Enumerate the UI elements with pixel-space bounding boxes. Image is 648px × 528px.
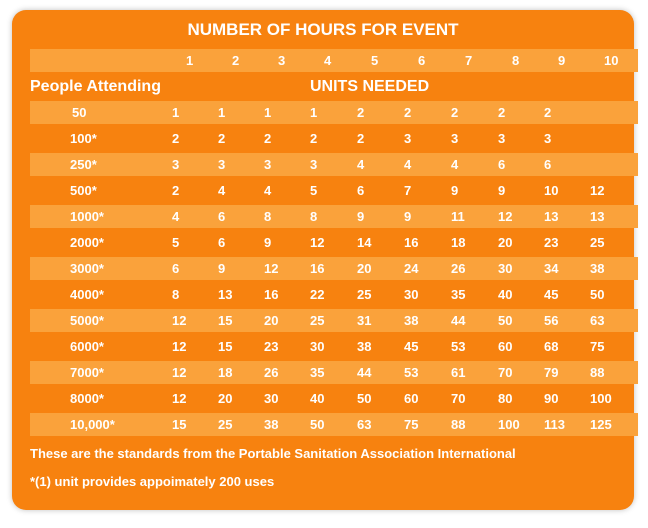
units-cell: 20 (264, 313, 279, 328)
table-row (30, 205, 638, 228)
hour-header-3: 3 (278, 53, 286, 68)
hour-header-1: 1 (186, 53, 194, 68)
units-cell: 50 (590, 287, 605, 302)
units-cell: 88 (451, 417, 466, 432)
units-cell: 15 (218, 313, 233, 328)
hour-header-5: 5 (371, 53, 379, 68)
units-cell: 2 (404, 105, 412, 120)
hour-header-8: 8 (512, 53, 520, 68)
units-cell: 13 (544, 209, 559, 224)
units-cell: 14 (357, 235, 372, 250)
units-cell: 4 (172, 209, 180, 224)
units-cell: 2 (172, 183, 180, 198)
units-cell: 35 (451, 287, 466, 302)
units-cell: 60 (404, 391, 419, 406)
units-cell: 15 (172, 417, 187, 432)
table-row (30, 231, 638, 254)
hour-header-4: 4 (324, 53, 332, 68)
table-title: NUMBER OF HOURS FOR EVENT (187, 20, 459, 39)
table-row (30, 257, 638, 280)
units-cell: 5 (310, 183, 318, 198)
hour-header-7: 7 (465, 53, 473, 68)
units-cell: 1 (264, 105, 272, 120)
table-row (30, 153, 638, 176)
units-cell: 2 (357, 131, 365, 146)
units-cell: 13 (218, 287, 233, 302)
units-cell: 35 (310, 365, 325, 380)
units-cell: 3 (310, 157, 318, 172)
units-cell: 4 (451, 157, 459, 172)
units-cell: 30 (498, 261, 513, 276)
units-cell: 75 (590, 339, 605, 354)
units-cell: 25 (310, 313, 325, 328)
units-cell: 18 (451, 235, 466, 250)
units-cell: 53 (404, 365, 419, 380)
units-cell: 61 (451, 365, 466, 380)
units-cell: 44 (451, 313, 466, 328)
people-attending-cell: 500* (70, 183, 97, 198)
units-cell: 50 (310, 417, 325, 432)
units-cell: 90 (544, 391, 559, 406)
units-cell: 2 (310, 131, 318, 146)
units-cell: 63 (357, 417, 372, 432)
units-cell: 20 (498, 235, 513, 250)
units-cell: 3 (264, 157, 272, 172)
units-cell: 10 (544, 183, 559, 198)
units-cell: 125 (590, 417, 612, 432)
units-cell: 9 (498, 183, 506, 198)
units-cell: 100 (498, 417, 520, 432)
units-cell: 40 (310, 391, 325, 406)
people-attending-cell: 100* (70, 131, 97, 146)
units-cell: 2 (498, 105, 506, 120)
units-cell: 2 (357, 105, 365, 120)
units-cell: 30 (404, 287, 419, 302)
hour-header-9: 9 (558, 53, 566, 68)
people-attending-cell: 10,000* (70, 417, 115, 432)
units-cell: 34 (544, 261, 559, 276)
units-cell: 79 (544, 365, 559, 380)
units-cell: 6 (498, 157, 506, 172)
units-cell: 63 (590, 313, 605, 328)
sanitation-table-card (12, 10, 634, 510)
units-cell: 68 (544, 339, 559, 354)
units-cell: 8 (264, 209, 272, 224)
units-cell: 12 (264, 261, 279, 276)
units-cell: 12 (590, 183, 605, 198)
units-cell: 30 (310, 339, 325, 354)
hour-header-2: 2 (232, 53, 240, 68)
units-cell: 25 (218, 417, 233, 432)
units-cell: 40 (498, 287, 513, 302)
units-cell: 18 (218, 365, 233, 380)
units-cell: 6 (218, 235, 226, 250)
units-cell: 100 (590, 391, 612, 406)
units-cell: 13 (590, 209, 605, 224)
units-cell: 31 (357, 313, 372, 328)
people-attending-cell: 2000* (70, 235, 104, 250)
units-cell: 53 (451, 339, 466, 354)
units-cell: 113 (544, 417, 565, 432)
table-row (30, 413, 638, 436)
units-cell: 26 (264, 365, 279, 380)
units-cell: 9 (264, 235, 272, 250)
units-cell: 88 (590, 365, 605, 380)
units-cell: 1 (172, 105, 180, 120)
people-attending-cell: 6000* (70, 339, 104, 354)
people-attending-cell: 4000* (70, 287, 104, 302)
units-cell: 12 (172, 391, 187, 406)
units-cell: 9 (404, 209, 412, 224)
people-attending-cell: 50 (72, 105, 87, 120)
units-cell: 3 (404, 131, 412, 146)
units-cell: 3 (451, 131, 459, 146)
units-cell: 6 (218, 209, 226, 224)
units-cell: 80 (498, 391, 513, 406)
units-cell: 4 (357, 157, 365, 172)
units-cell: 25 (357, 287, 372, 302)
people-attending-cell: 3000* (70, 261, 104, 276)
units-cell: 26 (451, 261, 466, 276)
units-cell: 20 (357, 261, 372, 276)
people-attending-label: People Attending (30, 78, 161, 95)
units-cell: 38 (404, 313, 419, 328)
units-cell: 2 (218, 131, 226, 146)
units-cell: 50 (498, 313, 513, 328)
people-attending-cell: 8000* (70, 391, 104, 406)
units-cell: 4 (404, 157, 412, 172)
table-row (30, 361, 638, 384)
units-cell: 75 (404, 417, 419, 432)
hour-header-6: 6 (418, 53, 426, 68)
units-cell: 38 (357, 339, 372, 354)
units-cell: 2 (451, 105, 459, 120)
units-cell: 3 (218, 157, 226, 172)
units-cell: 15 (218, 339, 233, 354)
units-cell: 4 (264, 183, 272, 198)
hour-header-10: 10 (604, 53, 619, 68)
people-attending-cell: 1000* (70, 209, 104, 224)
people-attending-cell: 250* (70, 157, 97, 172)
table-row (30, 101, 638, 124)
units-cell: 12 (172, 365, 187, 380)
units-cell: 60 (498, 339, 513, 354)
units-cell: 16 (404, 235, 419, 250)
units-cell: 56 (544, 313, 559, 328)
hours-header-row (30, 49, 638, 72)
units-cell: 7 (404, 183, 412, 198)
people-attending-cell: 5000* (70, 313, 104, 328)
table-row (30, 335, 638, 358)
table-row (30, 283, 638, 306)
units-cell: 44 (357, 365, 372, 380)
units-cell: 1 (310, 105, 318, 120)
footer-standards-note: These are the standards from the Portable Sanitation Association International (30, 446, 516, 461)
units-cell: 45 (404, 339, 419, 354)
units-cell: 50 (357, 391, 372, 406)
units-cell: 22 (310, 287, 325, 302)
units-cell: 2 (172, 131, 180, 146)
units-needed-label: UNITS NEEDED (310, 78, 430, 95)
units-cell: 2 (264, 131, 272, 146)
units-cell: 20 (218, 391, 233, 406)
units-cell: 9 (451, 183, 459, 198)
units-cell: 3 (172, 157, 180, 172)
units-cell: 8 (172, 287, 180, 302)
units-cell: 12 (172, 339, 187, 354)
units-cell: 16 (264, 287, 279, 302)
units-cell: 25 (590, 235, 605, 250)
units-cell: 2 (544, 105, 552, 120)
units-cell: 6 (172, 261, 180, 276)
units-cell: 8 (310, 209, 318, 224)
units-cell: 1 (218, 105, 226, 120)
units-cell: 38 (590, 261, 605, 276)
table-row (30, 309, 638, 332)
units-cell: 24 (404, 261, 419, 276)
units-cell: 70 (498, 365, 513, 380)
units-cell: 11 (451, 209, 465, 224)
units-cell: 70 (451, 391, 466, 406)
units-cell: 6 (357, 183, 365, 198)
units-cell: 3 (498, 131, 506, 146)
units-cell: 6 (544, 157, 552, 172)
units-cell: 12 (498, 209, 513, 224)
units-cell: 12 (310, 235, 325, 250)
units-cell: 4 (218, 183, 226, 198)
footer-units-note: *(1) unit provides appoimately 200 uses (30, 474, 275, 489)
units-cell: 38 (264, 417, 279, 432)
units-cell: 5 (172, 235, 180, 250)
units-cell: 45 (544, 287, 559, 302)
units-cell: 16 (310, 261, 325, 276)
table-row (30, 127, 638, 150)
units-cell: 30 (264, 391, 279, 406)
units-cell: 3 (544, 131, 552, 146)
table-row (30, 387, 638, 410)
units-cell: 12 (172, 313, 187, 328)
units-cell: 23 (264, 339, 279, 354)
units-cell: 23 (544, 235, 559, 250)
people-attending-cell: 7000* (70, 365, 104, 380)
units-cell: 9 (218, 261, 226, 276)
units-cell: 9 (357, 209, 365, 224)
table-row (30, 179, 638, 202)
